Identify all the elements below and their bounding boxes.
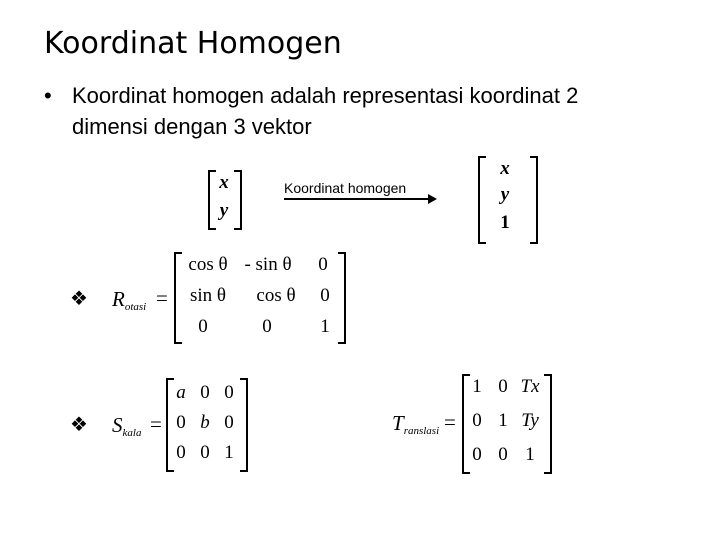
matrix-cell: 0 bbox=[198, 316, 208, 337]
matrix-cell: sin θ bbox=[189, 285, 227, 306]
translation-label bbox=[392, 411, 439, 437]
matrix-cell: 1 bbox=[320, 316, 330, 337]
matrix-cell: cos θ bbox=[256, 285, 296, 306]
translation-equals: = bbox=[444, 410, 456, 434]
matrix-cell: 0 bbox=[224, 412, 234, 433]
matrix-cell: cos θ bbox=[188, 254, 228, 275]
matrix-cell: 0 bbox=[498, 444, 508, 465]
right-bracket bbox=[530, 156, 538, 244]
right-bracket bbox=[544, 374, 552, 474]
vector-2d-y: y bbox=[219, 200, 229, 221]
vector-2d-x: x bbox=[219, 172, 229, 193]
diamond-bullet-icon: ❖ bbox=[70, 412, 88, 436]
rotation-equals: = bbox=[156, 286, 168, 310]
matrix-cell: 0 bbox=[200, 382, 210, 403]
bullet-text bbox=[72, 80, 578, 142]
matrix-cell: 0 bbox=[472, 444, 482, 465]
matrix-cell: 0 bbox=[176, 442, 186, 463]
bullet-text-line2: dimensi dengan 3 vektor bbox=[72, 114, 312, 139]
scaling-label bbox=[112, 413, 141, 439]
right-bracket bbox=[234, 170, 242, 230]
bullet-dot: • bbox=[44, 83, 52, 108]
matrix-cell: 1 bbox=[472, 376, 482, 397]
matrix-cell: - sin θ bbox=[244, 254, 292, 275]
right-bracket bbox=[240, 378, 248, 472]
matrix-cell: 1 bbox=[498, 410, 508, 431]
arrow-label: Koordinat homogen bbox=[284, 180, 407, 196]
rotation-label bbox=[112, 287, 146, 313]
matrix-cell: Tx bbox=[520, 376, 540, 397]
rotation-subscript: otasi bbox=[124, 301, 147, 313]
matrix-cell: 0 bbox=[262, 316, 272, 337]
scaling-subscript: kala bbox=[122, 427, 142, 439]
matrix-cell: 0 bbox=[176, 412, 186, 433]
matrix-cell: b bbox=[200, 412, 210, 433]
vector-h-w: 1 bbox=[500, 212, 510, 233]
vector-h-y: y bbox=[500, 184, 510, 205]
arrow-head-icon bbox=[428, 194, 437, 204]
left-bracket bbox=[478, 156, 486, 244]
matrix-cell: a bbox=[176, 382, 186, 403]
matrix-cell: 1 bbox=[224, 442, 234, 463]
matrix-cell: 0 bbox=[318, 254, 328, 275]
matrix-cell: 0 bbox=[224, 382, 234, 403]
matrix-cell: Ty bbox=[521, 410, 539, 431]
rotation-symbol: R bbox=[112, 287, 125, 311]
translation-symbol: T bbox=[392, 411, 404, 435]
matrix-cell: 0 bbox=[200, 442, 210, 463]
scaling-symbol: S bbox=[112, 413, 123, 437]
matrix-cell: 1 bbox=[525, 444, 535, 465]
bullet-text-line1: Koordinat homogen adalah representasi koordinat 2 bbox=[72, 83, 579, 108]
matrix-cell: 0 bbox=[320, 285, 330, 306]
vector-h-x: x bbox=[500, 158, 510, 179]
scaling-equals: = bbox=[150, 412, 162, 436]
translation-subscript: ranslasi bbox=[403, 425, 440, 437]
slide-title: Koordinat Homogen bbox=[44, 26, 342, 61]
arrow-line bbox=[284, 198, 434, 200]
matrix-cell: 0 bbox=[472, 410, 482, 431]
matrix-cell: 0 bbox=[498, 376, 508, 397]
diamond-bullet-icon: ❖ bbox=[70, 286, 88, 310]
